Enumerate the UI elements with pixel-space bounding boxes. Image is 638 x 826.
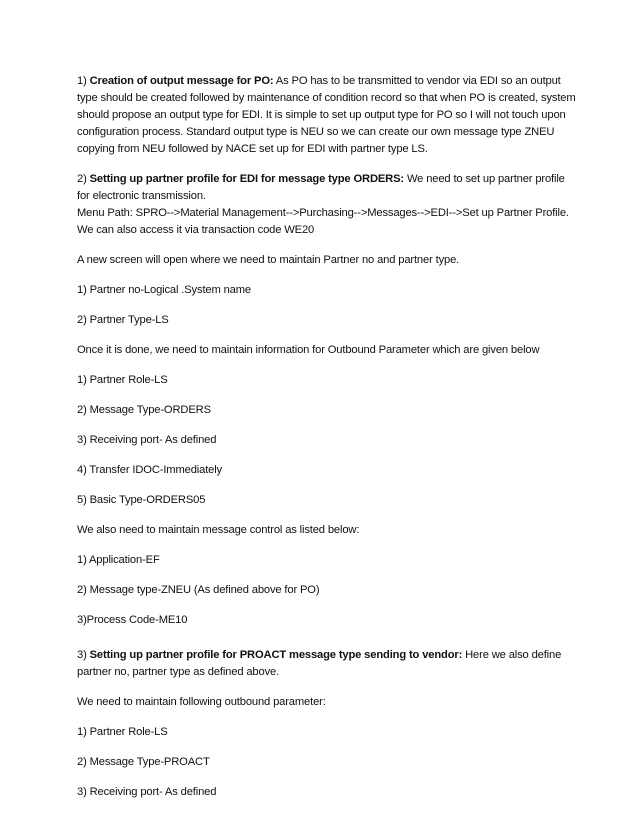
section-2-paragraph bbox=[77, 171, 577, 205]
partner-item: 1) Partner no-Logical .System name bbox=[77, 284, 251, 296]
section-1-heading: Creation of output message for PO: bbox=[89, 75, 274, 87]
section-3-body: Here we also define partner no, partner type as defined above. bbox=[77, 649, 562, 678]
section-1-body: As PO has to be transmitted to vendor via EDI so an output type should be created followed by maintenance of condition record so that when PO is created, system should propose an output type for EDI. It is simple to set up output type for PO so I will not touch upon configuration process. Standard output type is NEU so we can create our own message type ZNEU copying from NEU followed by NACE set up for EDI with partner type LS. bbox=[77, 75, 576, 155]
message-control-item: 3)Process Code-ME10 bbox=[77, 614, 188, 626]
section-1-number: 1) bbox=[77, 75, 90, 87]
section-2-heading: Setting up partner profile for EDI for message type ORDERS: bbox=[89, 173, 405, 185]
section-3-number: 3) bbox=[77, 649, 90, 661]
section-2-body: We need to set up partner profile for electronic transmission. bbox=[77, 173, 565, 202]
outbound-item: 1) Partner Role-LS bbox=[77, 374, 168, 386]
section-2-number: 2) bbox=[77, 173, 90, 185]
partner-item: 2) Partner Type-LS bbox=[77, 314, 169, 326]
transaction-code-note: We can also access it via transaction code WE20 bbox=[77, 224, 315, 236]
section-3-outbound-item: 3) Receiving port- As defined bbox=[77, 786, 217, 798]
message-control-intro: We also need to maintain message control as listed below: bbox=[77, 524, 360, 536]
section-3-outbound-item: 2) Message Type-PROACT bbox=[77, 756, 210, 768]
section-3-heading: Setting up partner profile for PROACT message type sending to vendor: bbox=[89, 649, 463, 661]
message-control-item: 1) Application-EF bbox=[77, 554, 160, 566]
outbound-item: 4) Transfer IDOC-Immediately bbox=[77, 464, 223, 476]
document-body bbox=[77, 73, 577, 814]
message-control-item: 2) Message type-ZNEU (As defined above for PO) bbox=[77, 584, 320, 596]
section-1-paragraph bbox=[77, 73, 577, 158]
new-screen-note: A new screen will open where we need to maintain Partner no and partner type. bbox=[77, 254, 460, 266]
section-3-outbound-item: 1) Partner Role-LS bbox=[77, 726, 168, 738]
outbound-item: 5) Basic Type-ORDERS05 bbox=[77, 494, 206, 506]
section-3-paragraph bbox=[77, 647, 577, 681]
outbound-item: 2) Message Type-ORDERS bbox=[77, 404, 211, 416]
section-3-outbound-intro: We need to maintain following outbound parameter: bbox=[77, 696, 326, 708]
outbound-intro: Once it is done, we need to maintain information for Outbound Parameter which are given below bbox=[77, 344, 540, 356]
menu-path: Menu Path: SPRO-->Material Management-->Purchasing-->Messages-->EDI-->Set up Partner Profile. bbox=[77, 207, 569, 219]
outbound-item: 3) Receiving port- As defined bbox=[77, 434, 217, 446]
